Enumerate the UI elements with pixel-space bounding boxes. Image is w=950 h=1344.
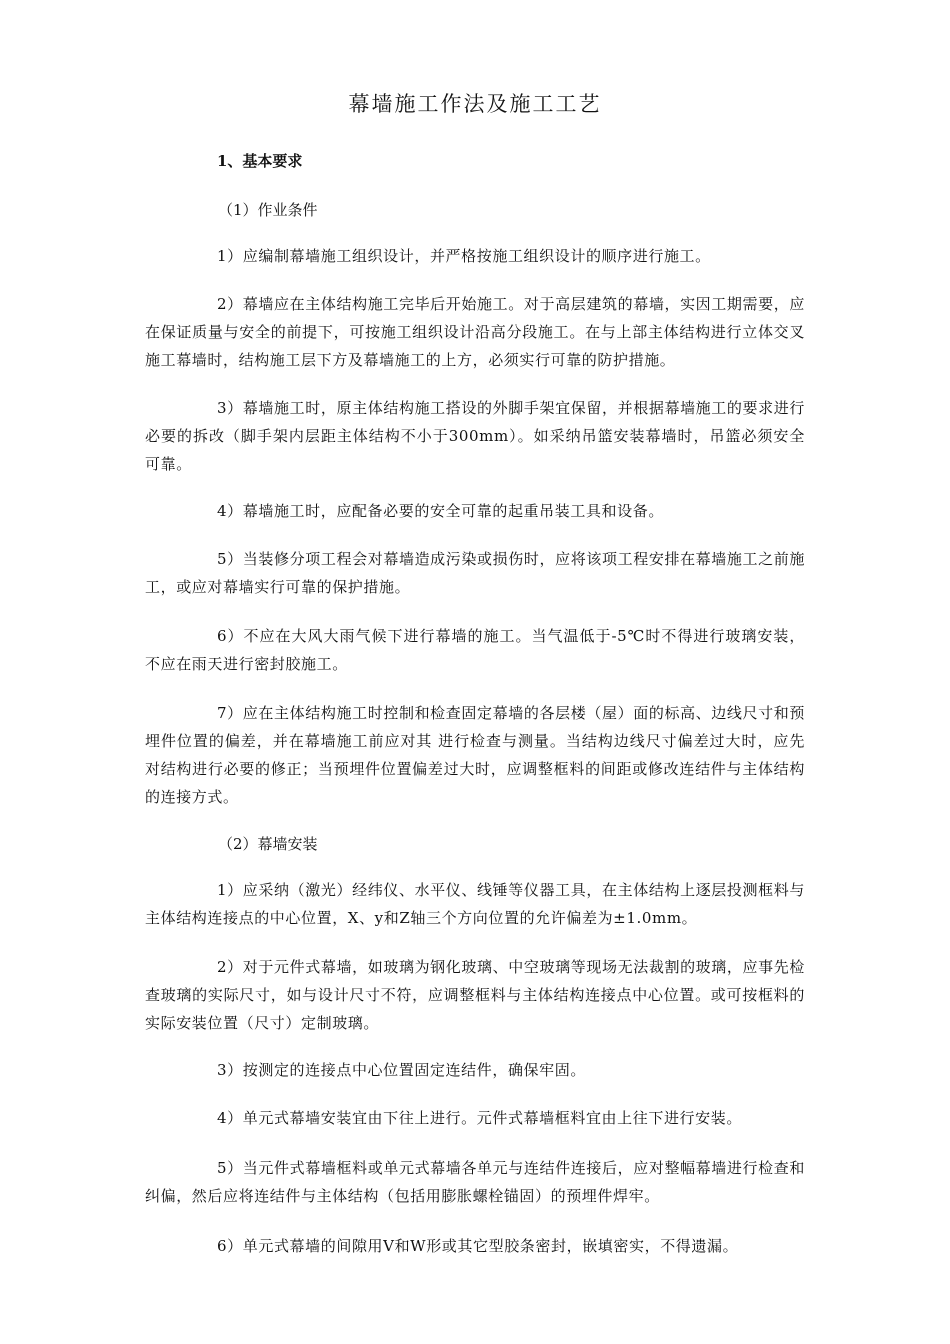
paragraph-installation-2: 2）对于元件式幕墙，如玻璃为钢化玻璃、中空玻璃等现场无法裁割的玻璃，应事先检查玻璃的实际尺寸，如与设计尺寸不符，应调整框料与主体结构连接点中心位置。或可按框料的实际安装位置（尺寸）定制玻璃。 <box>145 958 805 1032</box>
paragraph-installation-1: 1）应采纳（激光）经纬仪、水平仪、线锤等仪器工具，在主体结构上逐层投测框料与主体结构连接点的中心位置，X、y和Z轴三个方向位置的允许偏差为±1.0mm。 <box>145 881 805 927</box>
paragraph-work-condition-5: 5）当装修分项工程会对幕墙造成污染或损伤时，应将该项工程安排在幕墙施工之前施工，或应对幕墙实行可靠的保护措施。 <box>145 550 805 596</box>
paragraph-installation-4: 4）单元式幕墙安装宜由下往上进行。元件式幕墙框料宜由上往下进行安装。 <box>217 1109 742 1127</box>
paragraph-work-condition-1: 1）应编制幕墙施工组织设计，并严格按施工组织设计的顺序进行施工。 <box>217 247 711 265</box>
document-title: 幕墙施工作法及施工工艺 <box>348 92 602 116</box>
section-heading-basic-requirements: 1、基本要求 <box>217 152 303 170</box>
paragraph-work-condition-3: 3）幕墙施工时，原主体结构施工搭设的外脚手架宜保留，并根据幕墙施工的要求进行必要的拆改（脚手架内层距主体结构不小于300mm）。如采纳吊篮安装幕墙时，吊篮必须安全可靠。 <box>145 399 805 473</box>
paragraph-work-condition-4: 4）幕墙施工时，应配备必要的安全可靠的起重吊装工具和设备。 <box>217 502 664 520</box>
paragraph-installation-5: 5）当元件式幕墙框料或单元式幕墙各单元与连结件连接后，应对整幅幕墙进行检查和纠偏，然后应将连结件与主体结构（包括用膨胀螺栓锚固）的预埋件焊牢。 <box>145 1159 805 1205</box>
subsection-heading-work-conditions: （1）作业条件 <box>218 201 318 219</box>
paragraph-work-condition-6: 6）不应在大风大雨气候下进行幕墙的施工。当气温低于-5℃时不得进行玻璃安装，不应在雨天进行密封胶施工。 <box>145 627 805 673</box>
paragraph-work-condition-7: 7）应在主体结构施工时控制和检查固定幕墙的各层楼（屋）面的标高、边线尺寸和预埋件位置的偏差，并在幕墙施工前应对其 进行检查与测量。当结构边线尺寸偏差过大时，应先对结构进行必要的修正；当预埋件位置偏差过大时，应调整框料的间距或修改连结件与主体结构的连接方式。 <box>145 704 805 806</box>
paragraph-installation-6: 6）单元式幕墙的间隙用V和W形或其它型胶条密封，嵌填密实，不得遗漏。 <box>217 1237 739 1255</box>
subsection-heading-curtain-wall-installation: （2）幕墙安装 <box>218 835 318 853</box>
paragraph-installation-3: 3）按测定的连接点中心位置固定连结件，确保牢固。 <box>217 1061 586 1079</box>
paragraph-work-condition-2: 2）幕墙应在主体结构施工完毕后开始施工。对于高层建筑的幕墙，实因工期需要，应在保证质量与安全的前提下，可按施工组织设计沿高分段施工。在与上部主体结构进行立体交叉施工幕墙时，结构施工层下方及幕墙施工的上方，必须实行可靠的防护措施。 <box>145 295 805 369</box>
